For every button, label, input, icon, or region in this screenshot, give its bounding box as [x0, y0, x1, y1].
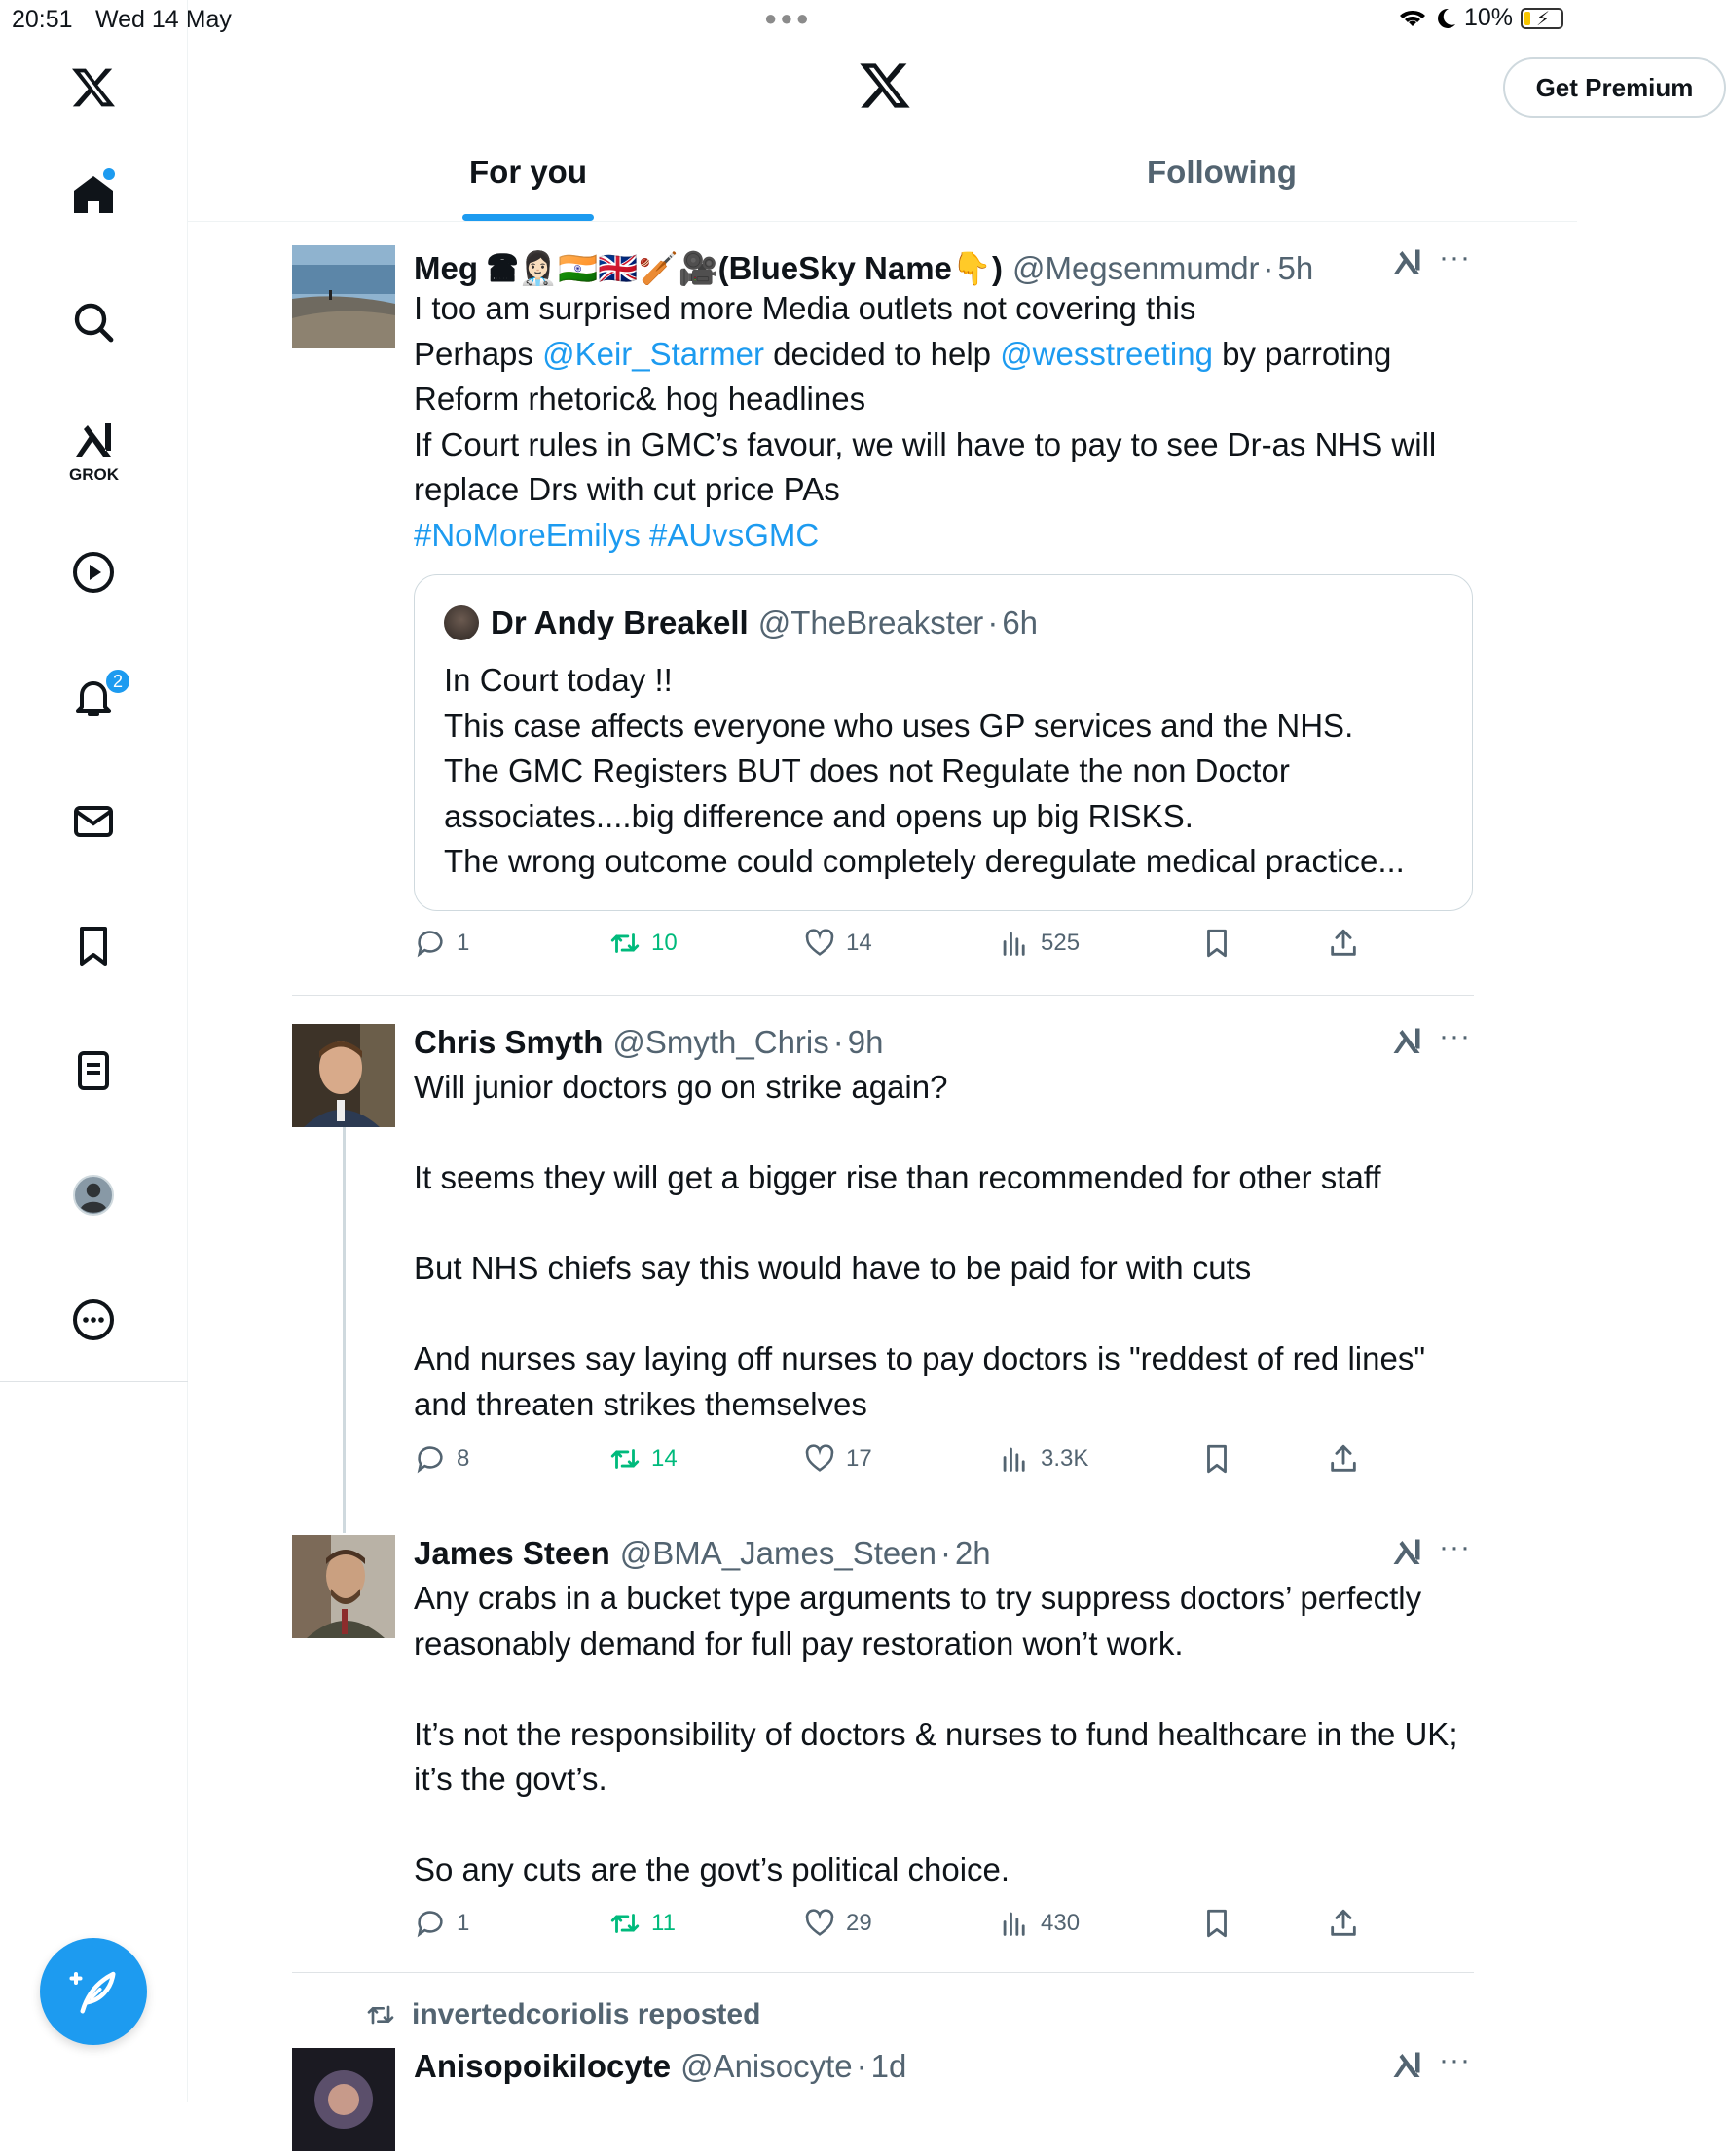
tweet-text: Any crabs in a bucket type arguments to try suppress doctors’ perfectly reasonably demand for full pay restoration won’t work. It’s not the responsibility of doctors & nurses to fund healthcare in the UK; it’s the govt’s. So any cuts are the govt’s political choice.	[414, 1580, 1458, 1887]
share-button[interactable]	[1327, 1443, 1360, 1476]
like-count: 17	[846, 1445, 872, 1472]
sidebar-divider	[0, 1381, 188, 1382]
reply-button[interactable]	[414, 1443, 469, 1476]
heart-icon	[803, 1443, 836, 1476]
battery-icon: ⚡	[1521, 8, 1563, 29]
repost-icon	[608, 1907, 642, 1940]
grok-explain-icon[interactable]	[1387, 2048, 1426, 2083]
repost-button[interactable]	[608, 1907, 676, 1940]
timeline-header	[188, 39, 1694, 222]
bookmark-icon	[1200, 1443, 1233, 1476]
heart-icon	[803, 927, 836, 960]
views-button[interactable]	[998, 1443, 1088, 1476]
repost-count: 14	[651, 1445, 678, 1472]
heart-icon	[803, 1907, 836, 1940]
repost-count: 10	[651, 930, 678, 956]
view-count: 430	[1041, 1910, 1081, 1936]
more-menu-icon[interactable]: ···	[1439, 241, 1471, 274]
home-icon[interactable]	[56, 158, 130, 232]
quoted-tweet[interactable]	[414, 574, 1473, 911]
reply-count: 8	[457, 1445, 470, 1472]
x-logo-center-icon[interactable]	[858, 58, 912, 118]
video-play-icon[interactable]	[56, 535, 130, 609]
views-chart-icon	[998, 927, 1031, 960]
battery-percent: 10%	[1463, 4, 1513, 31]
hashtags[interactable]: #NoMoreEmilys #AUvsGMC	[414, 516, 820, 553]
repost-button[interactable]	[608, 1443, 678, 1476]
repost-icon	[608, 1443, 642, 1476]
views-button[interactable]	[998, 1907, 1080, 1940]
author-handle[interactable]: @BMA_James_Steen	[619, 1535, 936, 1571]
share-icon	[1327, 1443, 1360, 1476]
tweet-line: Reform rhetoric& hog headlines	[414, 381, 866, 417]
avatar[interactable]	[292, 1535, 395, 1638]
tweet-megsenmumdr[interactable]	[292, 241, 1474, 966]
views-chart-icon	[998, 1907, 1031, 1940]
tweet-actions	[414, 1907, 1465, 1946]
reply-button[interactable]	[414, 927, 469, 960]
repost-button[interactable]	[608, 927, 678, 960]
tweet-line: If Court rules in GMC’s favour, we will have to pay to see Dr-as NHS will replace Drs with cut price PAs	[414, 425, 1437, 507]
notifications-badge: 2	[104, 668, 131, 695]
view-count: 525	[1041, 930, 1081, 956]
author-handle[interactable]: @Megsenmumdr	[1011, 250, 1260, 286]
quote-author-handle: @TheBreakster	[757, 604, 984, 640]
share-button[interactable]	[1327, 927, 1360, 960]
share-icon	[1327, 1907, 1360, 1940]
quote-text: In Court today !! This case affects everyone who uses GP services and the NHS. The GMC Registers BUT does not Regulate the non Doctor associates....big difference and opens up big RISKS. The wrong outcome could completely deregulate medical practice...	[444, 662, 1405, 879]
lists-icon[interactable]	[56, 1034, 130, 1108]
quote-avatar	[444, 605, 479, 640]
avatar[interactable]	[292, 1024, 395, 1127]
like-count: 14	[846, 930, 872, 956]
grok-explain-icon[interactable]	[1387, 1024, 1426, 1059]
author-name[interactable]: James Steen	[414, 1535, 610, 1571]
post-time[interactable]: 1d	[870, 2048, 907, 2084]
tab-for-you[interactable]: For you	[469, 154, 587, 190]
tweet-header: Anisopoikilocyte @Anisocyte · 1d	[414, 2048, 907, 2084]
grok-label: GROK	[69, 465, 119, 484]
author-name[interactable]: Chris Smyth	[414, 1024, 604, 1060]
sidebar	[0, 0, 188, 2102]
tweet-actions	[414, 1443, 1465, 1481]
tweet-header: Chris Smyth @Smyth_Chris · 9h	[414, 1024, 884, 1060]
tweet-text: Will junior doctors go on strike again? It seems they will get a bigger rise than recommended for other staff But NHS chiefs say this would have to be paid for with cuts And nurses say laying off nurses to pay doctors is "reddest of red lines" and threaten strikes themselves	[414, 1069, 1426, 1422]
views-button[interactable]	[998, 927, 1080, 960]
tweet-line: Perhaps @Keir_Starmer decided to help @wesstreeting by parroting	[414, 335, 1392, 372]
bookmark-icon	[1200, 927, 1233, 960]
separator-dot: ·	[1263, 250, 1274, 286]
tweet-header	[414, 245, 1313, 284]
author-name[interactable]: Meg 🖀👩🏻‍⚕️🇮🇳🇬🇧🏏🎥(BlueSky Name👇)	[414, 250, 1003, 286]
repost-count: 11	[651, 1910, 676, 1936]
like-button[interactable]	[803, 927, 872, 960]
bookmarks-icon[interactable]	[56, 909, 130, 983]
like-button[interactable]	[803, 1907, 872, 1940]
compose-feather-icon	[67, 1965, 120, 2018]
reposted-by-label: invertedcoriolis reposted	[412, 1998, 761, 2030]
tweet-smyth-chris[interactable]	[292, 1020, 1474, 1481]
search-icon[interactable]	[56, 285, 130, 359]
reply-icon	[414, 1443, 447, 1476]
x-logo-icon[interactable]	[56, 51, 130, 125]
mention-wesstreeting[interactable]: @wesstreeting	[1000, 335, 1213, 372]
status-time: 20:51	[12, 6, 73, 33]
more-menu-icon[interactable]: ···	[1439, 1531, 1471, 1563]
repost-indicator[interactable]	[365, 1998, 760, 2031]
multitasking-dots-icon[interactable]: ●●●	[764, 6, 812, 30]
author-name[interactable]: Anisopoikilocyte	[414, 2048, 672, 2084]
repost-icon	[365, 1999, 396, 2030]
compose-post-button[interactable]	[40, 1938, 147, 2045]
like-button[interactable]	[803, 1443, 872, 1476]
bookmark-button[interactable]	[1200, 1907, 1233, 1940]
messages-envelope-icon[interactable]	[56, 785, 130, 859]
grok-explain-icon[interactable]	[1387, 245, 1426, 280]
tweet-actions	[414, 927, 1465, 966]
avatar[interactable]	[292, 245, 395, 348]
tab-following[interactable]: Following	[1147, 154, 1297, 190]
status-bar	[0, 0, 1577, 39]
repost-icon	[608, 927, 642, 960]
bookmark-button[interactable]	[1200, 927, 1233, 960]
reply-count: 1	[457, 930, 470, 956]
post-time[interactable]: 5h	[1277, 250, 1314, 286]
tweet-anisocyte[interactable]	[292, 2044, 1474, 2102]
tweet-bma-james-steen[interactable]	[292, 1531, 1474, 1954]
status-date: Wed 14 May	[95, 6, 232, 33]
share-button[interactable]	[1327, 1907, 1360, 1940]
moon-icon	[1435, 7, 1456, 30]
author-handle[interactable]: @Smyth_Chris	[612, 1024, 829, 1060]
share-icon	[1327, 927, 1360, 960]
like-count: 29	[846, 1910, 872, 1936]
tweet-line: I too am surprised more Media outlets not covering this	[414, 290, 1196, 326]
quote-header: Dr Andy Breakell @TheBreakster · 6h	[444, 604, 1038, 641]
view-count: 3.3K	[1041, 1445, 1089, 1472]
wifi-icon	[1398, 7, 1427, 30]
avatar[interactable]	[292, 2048, 395, 2151]
post-time[interactable]: 2h	[954, 1535, 991, 1571]
bookmark-button[interactable]	[1200, 1443, 1233, 1476]
tweet-text	[414, 286, 1465, 558]
views-chart-icon	[998, 1443, 1031, 1476]
tweet-separator	[292, 1972, 1474, 1973]
active-tab-indicator	[462, 214, 594, 221]
profile-avatar-icon[interactable]	[56, 1158, 130, 1232]
quote-author-name: Dr Andy Breakell	[491, 604, 749, 640]
grok-explain-icon[interactable]	[1387, 1535, 1426, 1570]
author-handle[interactable]: @Anisocyte	[680, 2048, 853, 2084]
more-menu-icon[interactable]: ···	[1439, 2044, 1471, 2076]
mention-keir-starmer[interactable]: @Keir_Starmer	[542, 335, 764, 372]
status-indicators	[1398, 4, 1563, 32]
get-premium-button[interactable]: Get Premium	[1503, 57, 1726, 118]
reply-count: 1	[457, 1910, 470, 1936]
reply-button[interactable]	[414, 1907, 469, 1940]
reply-icon	[414, 927, 447, 960]
tweet-separator	[292, 995, 1474, 996]
quote-time: 6h	[1002, 604, 1039, 640]
bookmark-icon	[1200, 1907, 1233, 1940]
tweet-header: James Steen @BMA_James_Steen · 2h	[414, 1535, 991, 1571]
more-options-icon[interactable]	[56, 1283, 130, 1357]
reply-icon	[414, 1907, 447, 1940]
post-time[interactable]: 9h	[847, 1024, 884, 1060]
more-menu-icon[interactable]: ···	[1439, 1020, 1471, 1052]
home-unread-dot	[103, 168, 115, 180]
